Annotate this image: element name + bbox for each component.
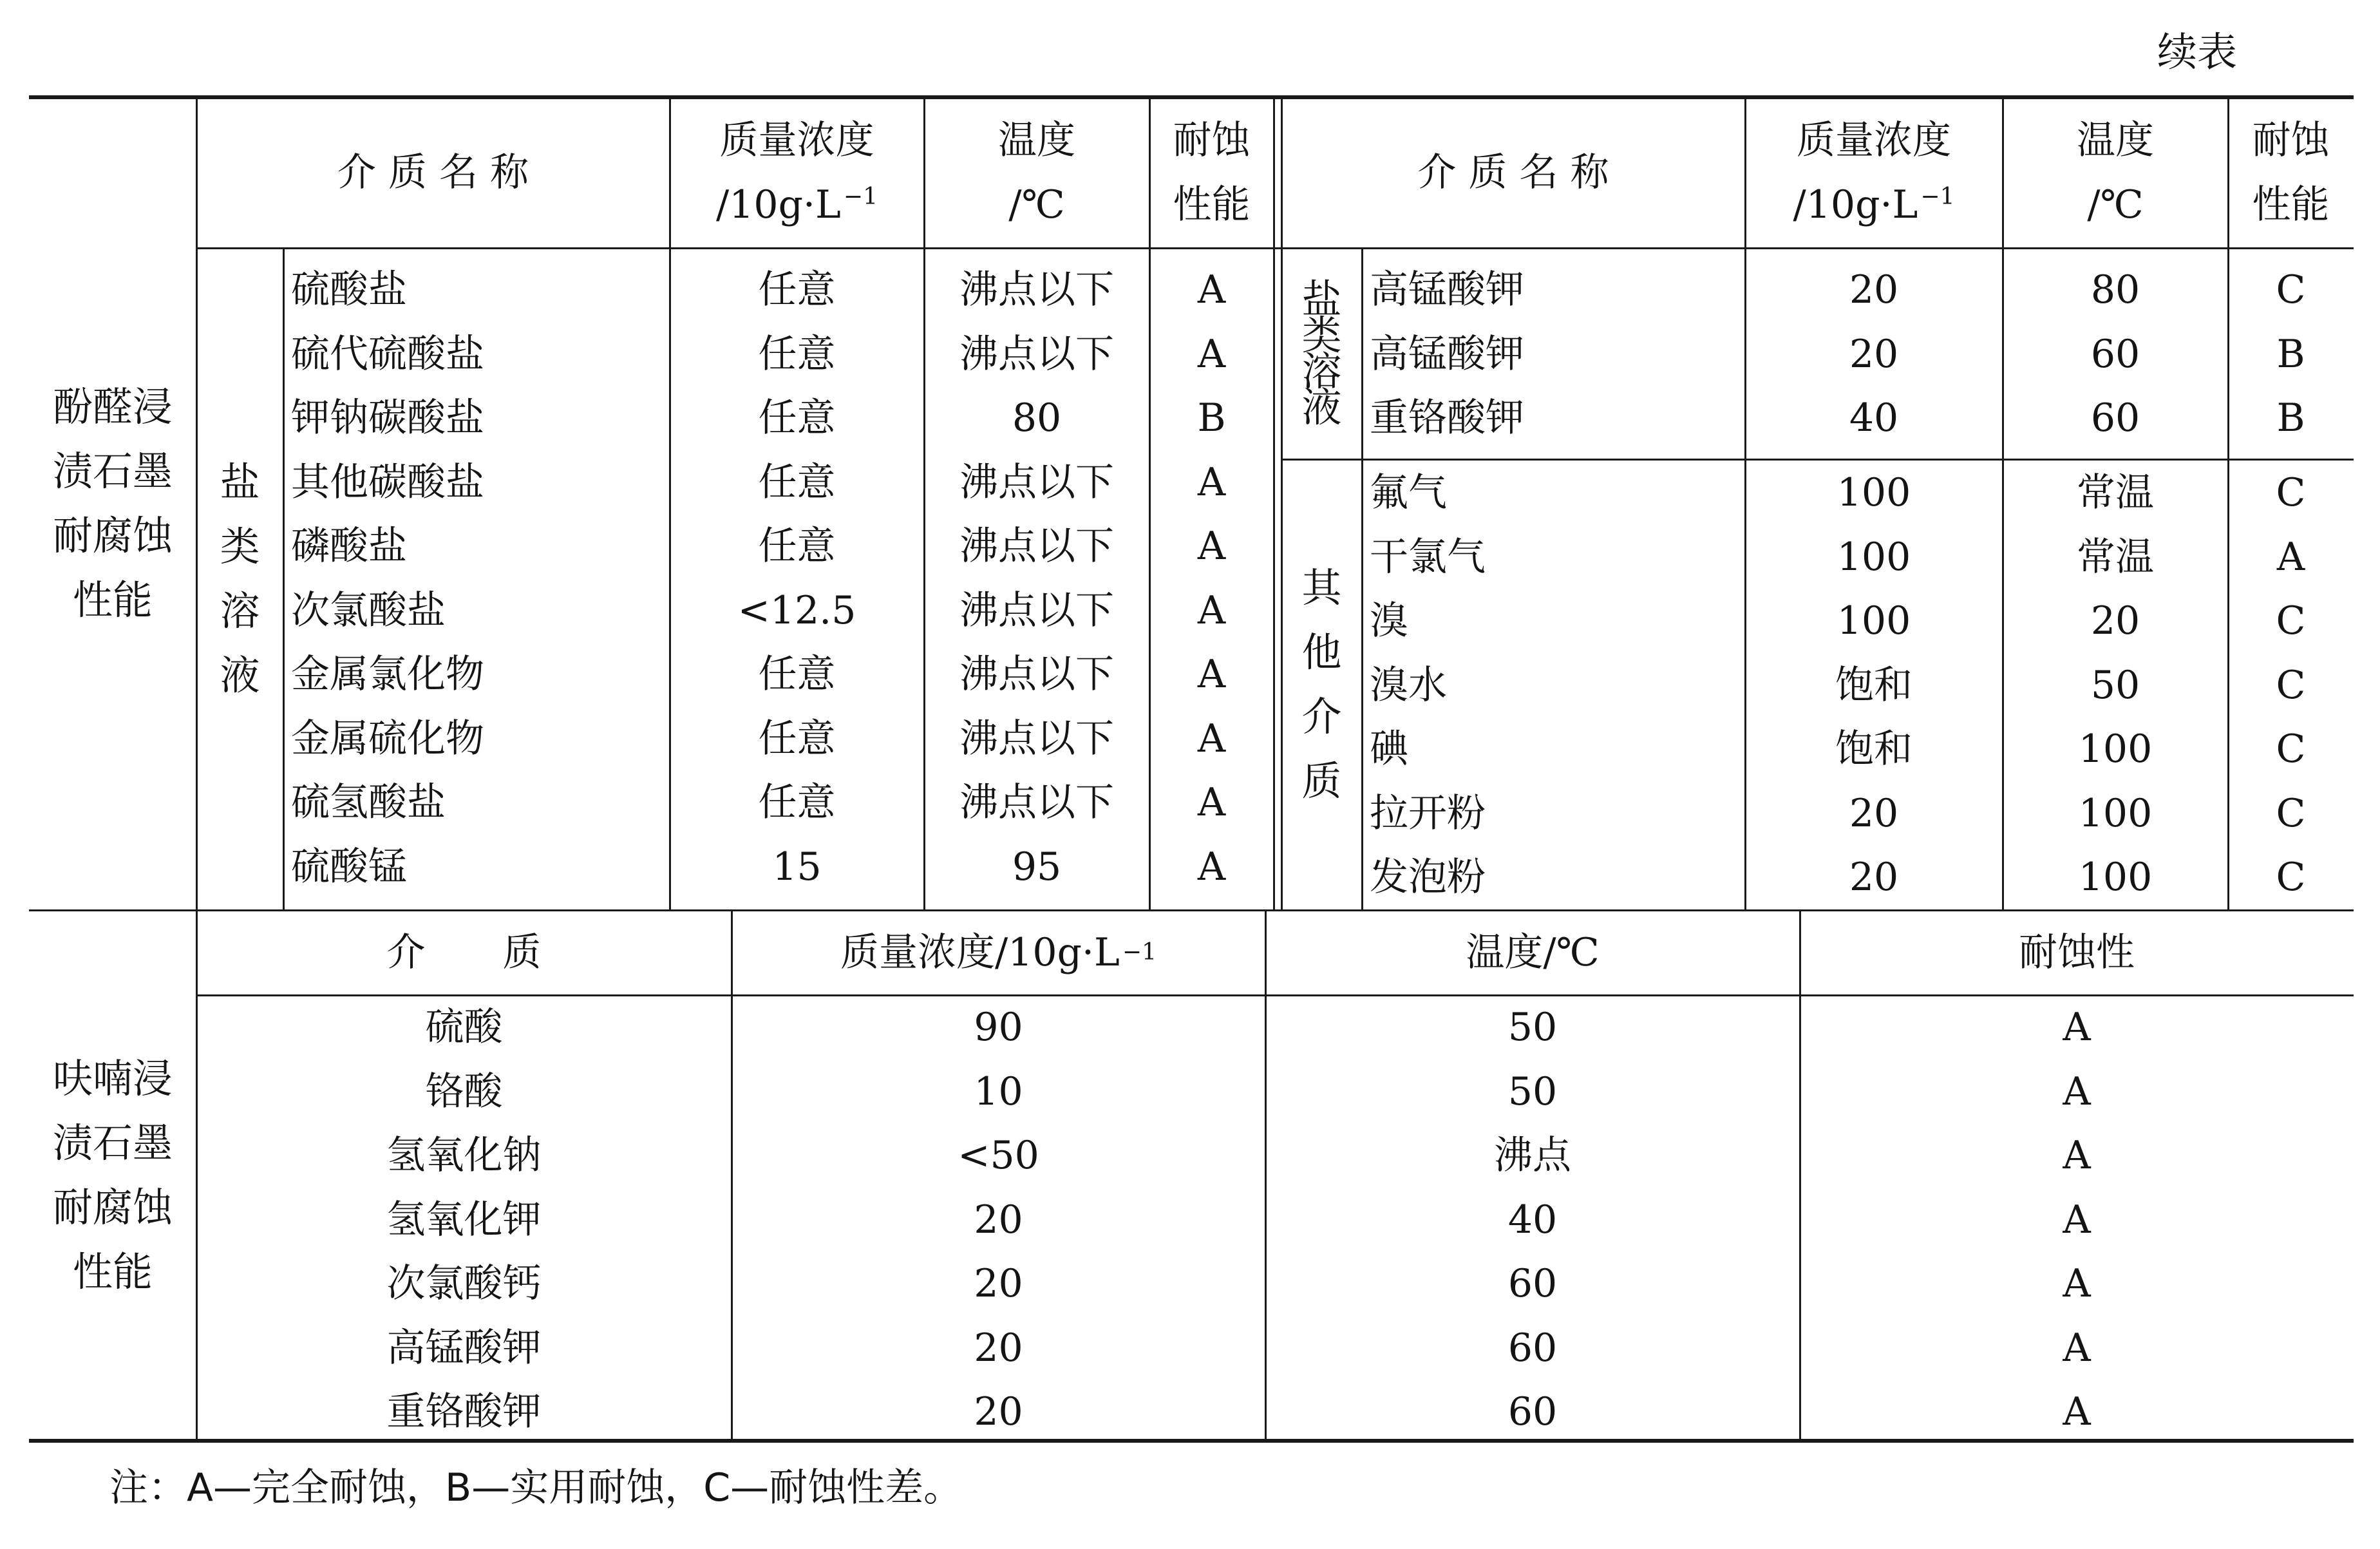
medium-name: 次氯酸盐	[291, 587, 446, 633]
concentration-value: 20	[1849, 790, 1899, 836]
resistance-grade: A	[1197, 331, 1226, 377]
right-other-group-label-char: 其	[1301, 564, 1342, 611]
section2-label	[29, 910, 196, 1440]
temperature-value: 沸点以下	[959, 716, 1114, 761]
section2-label-char: 性能	[72, 1248, 153, 1295]
medium-name: 硫代硫酸盐	[291, 331, 484, 377]
concentration-value: 任意	[758, 524, 836, 569]
medium-name: 发泡粉	[1370, 855, 1486, 900]
resistance-grade: A	[2063, 1133, 2091, 1178]
temperature-value: 沸点以下	[959, 331, 1114, 377]
header-temperature-right-line2-text: /℃	[2087, 182, 2144, 227]
concentration-value: 20	[974, 1261, 1023, 1306]
concentration-value: 20	[1849, 855, 1899, 900]
header-temperature-right-line1: 温度	[2077, 117, 2154, 163]
resistance-grade: C	[2276, 598, 2306, 643]
header-resistance-left-line2	[1173, 173, 1251, 237]
concentration-value: 40	[1849, 395, 1899, 441]
temperature-value: 95	[1012, 844, 1062, 889]
header-concentration-right-line1: 质量浓度	[1797, 117, 1951, 163]
medium-name: 钾钠碳酸盐	[291, 395, 484, 441]
medium-name: 硫酸	[425, 1005, 503, 1050]
temperature-value: 40	[1507, 1197, 1558, 1242]
section1-label-char: 耐腐蚀	[52, 511, 173, 559]
concentration-value: 任意	[758, 652, 836, 697]
resistance-grade: B	[1197, 395, 1226, 441]
header-temperature-left-line2-text: /℃	[1008, 182, 1065, 227]
resistance-grade: A	[1197, 780, 1226, 825]
header-medium-right: 介 质 名 称	[1417, 149, 1609, 195]
right-other-group-label-char: 他	[1301, 629, 1342, 676]
resistance-grade: C	[2276, 267, 2306, 312]
right-salt-group-label	[1281, 248, 1362, 459]
resistance-grade: A	[2063, 1325, 2091, 1371]
section2-label-stack	[53, 1047, 173, 1304]
temperature-value: 80	[2090, 267, 2140, 312]
resistance-grade: B	[2276, 331, 2305, 377]
temperature-value: 常温	[2077, 534, 2154, 580]
right-other-group-label-char: 介	[1301, 693, 1342, 740]
header-resistance-left-line2-text: 性能	[1173, 182, 1251, 227]
concentration-value: 任意	[758, 267, 836, 312]
temperature-value: 沸点以下	[959, 267, 1114, 312]
medium-name: 拉开粉	[1370, 790, 1486, 836]
header-concentration-right-exponent: −1	[1920, 183, 1955, 210]
header-medium-left: 介 质 名 称	[337, 149, 529, 195]
resistance-grade: A	[1197, 459, 1226, 505]
left-group-label-char: 类	[220, 523, 260, 570]
medium-name: 铬酸	[425, 1069, 503, 1114]
temperature-value: 沸点以下	[959, 524, 1114, 569]
header-temperature-right	[2003, 97, 2228, 248]
header-concentration-right-line2	[1793, 173, 1955, 237]
temperature-value: 60	[1507, 1389, 1558, 1434]
section2-label-char: 渍石墨	[52, 1119, 173, 1166]
resistance-grade: A	[2276, 534, 2305, 580]
left-group-label-char: 液	[220, 652, 260, 699]
right-salt-group-label-char: 溶	[1301, 348, 1342, 395]
temperature-value: 100	[2078, 790, 2153, 836]
temperature-value: 50	[2090, 662, 2140, 708]
concentration-value: 100	[1837, 598, 1911, 643]
concentration-value: 90	[974, 1005, 1023, 1050]
resistance-grade: A	[1197, 267, 1226, 312]
right-other-group-label	[1281, 459, 1362, 910]
header-concentration-left	[670, 97, 924, 248]
resistance-grade: C	[2276, 790, 2306, 836]
concentration-value: 任意	[758, 780, 836, 825]
right-salt-group-label-char: 盐	[1301, 276, 1342, 323]
section1-label-stack	[53, 375, 173, 632]
temperature-value: 100	[2078, 727, 2153, 772]
header-resistance-right-line1: 耐蚀	[2252, 117, 2330, 163]
temperature-value: 20	[2090, 598, 2140, 643]
header-concentration-left-line2-text: /10g·L	[716, 182, 841, 227]
medium-name: 重铬酸钾	[386, 1389, 542, 1434]
header-resistance-right	[2228, 97, 2354, 248]
temperature-value: 50	[1507, 1069, 1558, 1114]
concentration-value: 10	[974, 1069, 1023, 1114]
concentration-value: 20	[974, 1325, 1023, 1371]
header-resistance-left-line1: 耐蚀	[1173, 117, 1251, 163]
concentration-value: 20	[1849, 331, 1899, 377]
right-salt-group-label-char: 液	[1301, 384, 1342, 431]
header-resistance-left	[1149, 97, 1274, 248]
medium-name: 高锰酸钾	[1370, 331, 1524, 377]
left-group-label-stack	[220, 450, 260, 708]
resistance-grade: A	[1197, 524, 1226, 569]
medium-name: 高锰酸钾	[1370, 267, 1524, 312]
concentration-value: 任意	[758, 459, 836, 505]
medium-name: 干氯气	[1370, 534, 1486, 580]
resistance-grade: A	[2063, 1389, 2091, 1434]
medium-name: 氢氧化钠	[386, 1133, 542, 1178]
medium-name: 氢氧化钾	[386, 1197, 542, 1242]
header-temperature-left	[924, 97, 1149, 248]
header-temperature-left-line1: 温度	[998, 117, 1075, 163]
concentration-value: <50	[958, 1133, 1039, 1178]
section2-header-medium: 介 质	[386, 930, 542, 975]
resistance-grade: A	[1197, 587, 1226, 633]
concentration-value: 任意	[758, 395, 836, 441]
left-group-label-char: 溶	[220, 587, 260, 634]
medium-name: 其他碳酸盐	[291, 459, 484, 505]
medium-name: 碘	[1370, 727, 1408, 772]
medium-name: 硫氢酸盐	[291, 780, 446, 825]
temperature-value: 沸点以下	[959, 587, 1114, 633]
medium-name: 溴水	[1370, 662, 1447, 708]
temperature-value: 60	[1507, 1325, 1558, 1371]
concentration-value: 100	[1837, 534, 1911, 580]
continued-table-label: 续表	[2157, 28, 2238, 75]
concentration-value: 15	[772, 844, 822, 889]
medium-name: 重铬酸钾	[1370, 395, 1524, 441]
section1-label	[29, 97, 196, 910]
table-footnote: 注：A—完全耐蚀，B—实用耐蚀，C—耐蚀性差。	[109, 1465, 963, 1510]
concentration-value: 任意	[758, 331, 836, 377]
resistance-grade: C	[2276, 727, 2306, 772]
header-temperature-left-line2	[1008, 173, 1064, 237]
resistance-grade: A	[2063, 1005, 2091, 1050]
section2-header-temperature: 温度/℃	[1466, 930, 1600, 975]
header-concentration-right	[1745, 97, 2003, 248]
medium-name: 金属氯化物	[291, 652, 484, 697]
section1-label-char: 性能	[72, 576, 153, 623]
concentration-value: <12.5	[737, 587, 856, 633]
right-other-group-label-stack	[1301, 556, 1341, 813]
medium-name: 硫酸盐	[291, 267, 407, 312]
header-concentration-left-exponent: −1	[843, 183, 878, 210]
concentration-value: 100	[1837, 470, 1911, 515]
medium-name: 溴	[1370, 598, 1408, 643]
section2-label-char: 呋喃浸	[52, 1054, 173, 1102]
right-other-group-label-char: 质	[1301, 757, 1342, 804]
temperature-value: 沸点	[1494, 1133, 1571, 1178]
section2-label-char: 耐腐蚀	[52, 1183, 173, 1231]
medium-name: 金属硫化物	[291, 716, 484, 761]
resistance-grade: A	[1197, 716, 1226, 761]
temperature-value: 沸点以下	[959, 652, 1114, 697]
right-salt-group-label-char: 类	[1301, 312, 1342, 359]
medium-name: 硫酸锰	[291, 844, 407, 889]
concentration-value: 20	[974, 1197, 1023, 1242]
concentration-value: 20	[1849, 267, 1899, 312]
resistance-grade: A	[2063, 1069, 2091, 1114]
medium-name: 磷酸盐	[291, 524, 407, 569]
header-concentration-right-line2-text: /10g·L	[1793, 182, 1918, 227]
resistance-grade: A	[1197, 652, 1226, 697]
resistance-grade: C	[2276, 662, 2306, 708]
medium-name: 次氯酸钙	[386, 1261, 542, 1306]
resistance-grade: A	[1197, 844, 1226, 889]
header-concentration-left-line2	[716, 173, 878, 237]
resistance-grade: A	[2063, 1197, 2091, 1242]
temperature-value: 60	[1507, 1261, 1558, 1306]
temperature-value: 60	[2090, 395, 2140, 441]
temperature-value: 沸点以下	[959, 459, 1114, 505]
resistance-grade: A	[2063, 1261, 2091, 1306]
section2-header-concentration-text: 质量浓度/10g·L	[840, 930, 1120, 975]
concentration-value: 饱和	[1835, 662, 1912, 708]
temperature-value: 50	[1507, 1005, 1558, 1050]
medium-name: 氟气	[1370, 470, 1447, 515]
concentration-value: 任意	[758, 716, 836, 761]
header-concentration-left-line1: 质量浓度	[719, 117, 874, 163]
temperature-value: 沸点以下	[959, 780, 1114, 825]
header-resistance-right-line2-text: 性能	[2252, 182, 2330, 227]
temperature-value: 100	[2078, 855, 2153, 900]
section2-header-concentration: 质量浓度/10g·L −1	[732, 910, 1265, 995]
concentration-value: 20	[974, 1389, 1023, 1434]
temperature-value: 80	[1012, 395, 1062, 441]
temperature-value: 60	[2090, 331, 2140, 377]
temperature-value: 常温	[2077, 470, 2154, 515]
left-group-label-char: 盐	[220, 459, 260, 506]
section1-label-char: 渍石墨	[52, 447, 173, 495]
resistance-grade: C	[2276, 470, 2306, 515]
header-resistance-right-line2	[2252, 173, 2330, 237]
resistance-grade: B	[2276, 395, 2305, 441]
right-salt-group-label-stack	[1301, 276, 1342, 431]
header-temperature-right-line2	[2087, 173, 2143, 237]
left-group-label	[196, 248, 283, 910]
concentration-value: 饱和	[1835, 727, 1912, 772]
section2-header-resistance: 耐蚀性	[2019, 930, 2135, 975]
medium-name: 高锰酸钾	[386, 1325, 542, 1371]
resistance-grade: C	[2276, 855, 2306, 900]
section1-label-char: 酚醛浸	[52, 383, 173, 430]
